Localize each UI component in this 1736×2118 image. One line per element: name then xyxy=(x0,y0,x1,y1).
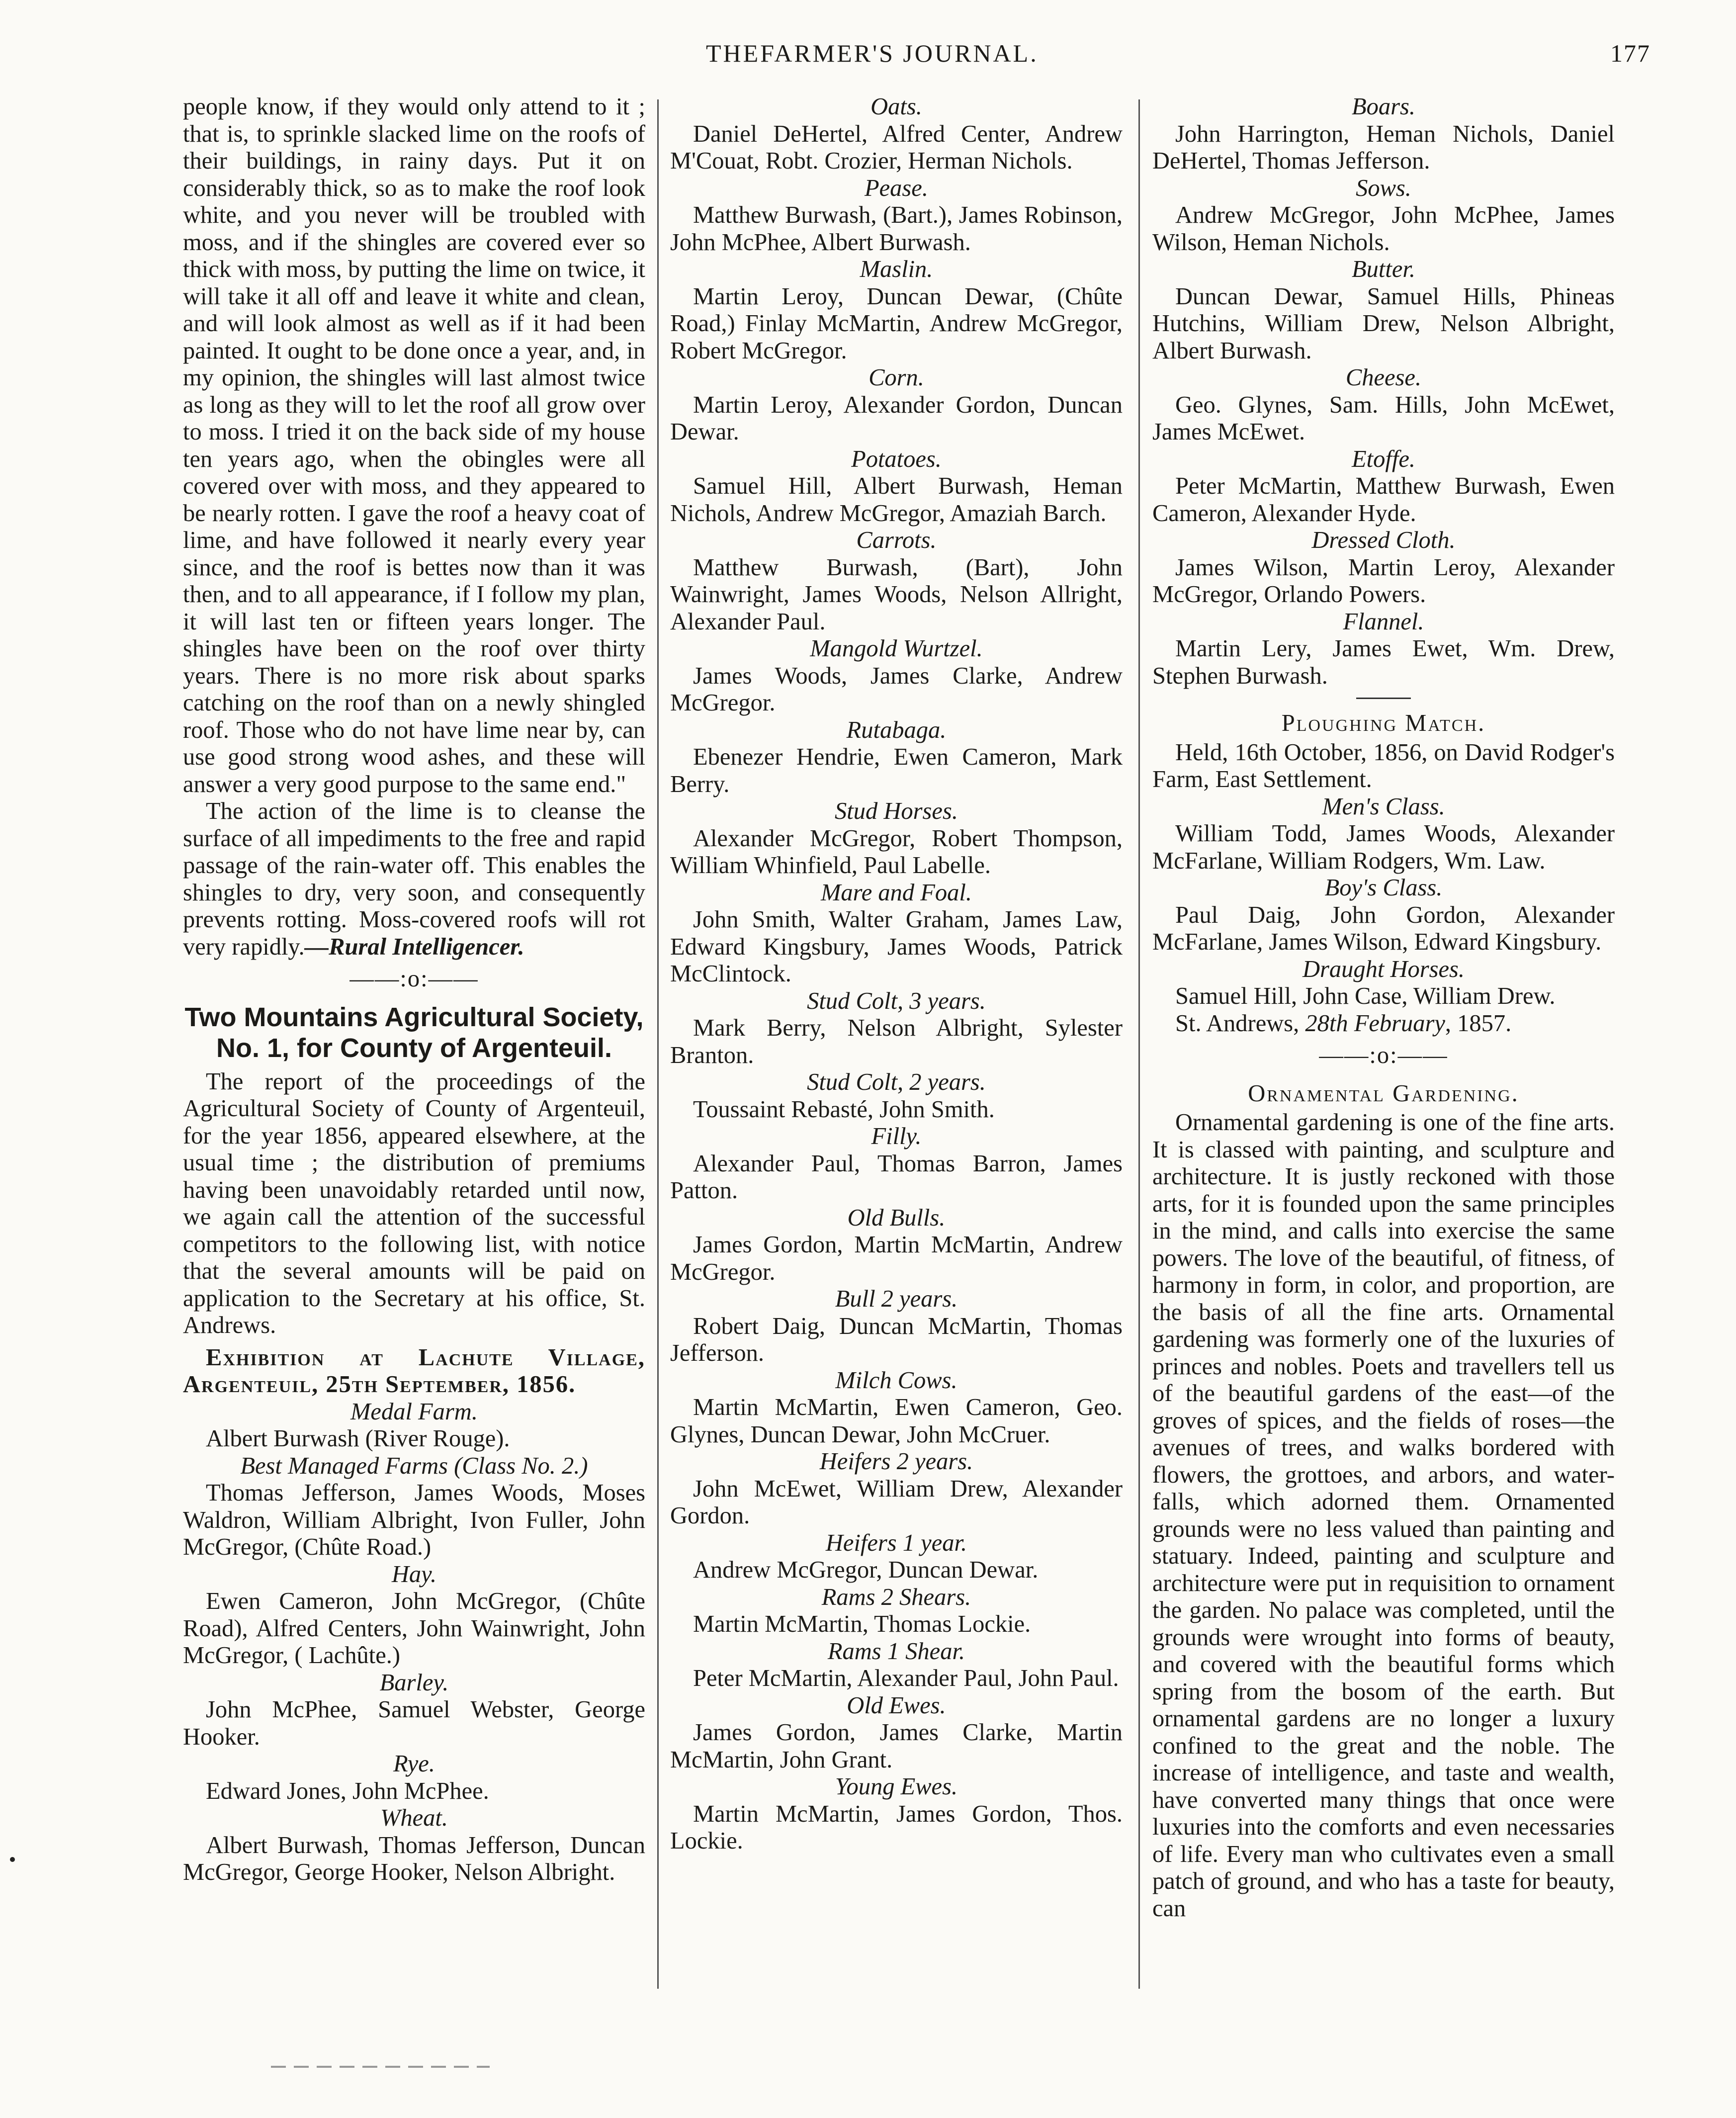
column-rule-right xyxy=(1138,99,1140,1989)
prize-winners: Peter McMartin, Alexander Paul, John Paul. xyxy=(693,1665,1119,1691)
category-heading: Wheat. xyxy=(380,1805,448,1831)
section-separator-right: ——:o:—— xyxy=(1319,1042,1448,1068)
category-heading: Dressed Cloth. xyxy=(1311,527,1456,553)
page-header xyxy=(179,39,1650,79)
prize-winners: Albert Burwash, Thomas Jefferson, Duncan McGregor, George Hooker, Nelson Albright. xyxy=(183,1832,645,1885)
prize-winners: Ebenezer Hendrie, Ewen Cameron, Mark Berry. xyxy=(670,744,1123,797)
section-separator: ——:o:—— xyxy=(349,966,479,992)
category-heading: Men's Class. xyxy=(1322,793,1445,820)
prize-winners: Daniel DeHertel, Alfred Center, Andrew M'Couat, Robt. Crozier, Herman Nichols. xyxy=(670,120,1123,174)
dateline xyxy=(1152,1010,1615,1038)
ornamental-paragraph: Ornamental gardening is one of the fine arts. It is classed with painting, and sculpture and architecture. It is justly reckoned with those arts, for it is founded upon the same principles in the mind, and calls into exercise the same powers. The love of the beautiful, of fitness, of harmony in form, in color, and proportion, are the basis of all the fine arts. Ornamental gardening was formerly one of the luxuries of princes and nobles. Poets and travellers tell us of the beautiful gardens of the east—of the groves of spices, and the fields of roses—the avenues of trees, and walks bordered with flowers, the grottoes, and arbors, and water-falls, which adorned them. Ornamented grounds were no less valued than painting and statuary. Indeed, painting and sculpture and architecture were put in requisition to ornament the garden. No palace was completed, until the grounds were wrought into forms of beauty, and covered with the beautiful forms which spring from the bosom of the earth. But ornamental gardens are no longer a luxury confined to the great and the noble. The increase of intelligence, and taste and wealth, have converted many things that once were luxuries into the comforts and even necessaries of life. Every man who cultivates even a small patch of ground, and who has a taste for beauty, can xyxy=(1152,1109,1615,1922)
category-heading: Boars. xyxy=(1352,93,1415,120)
prize-winners: Peter McMartin, Matthew Burwash, Ewen Cameron, Alexander Hyde. xyxy=(1152,473,1615,527)
category-heading: Milch Cows. xyxy=(835,1367,957,1394)
ornamental-heading: Ornamental Gardening. xyxy=(1248,1080,1519,1107)
prize-winners: James Gordon, Martin McMartin, Andrew McGregor. xyxy=(670,1232,1123,1285)
prize-winners: Martin Leroy, Alexander Gordon, Duncan Dewar. xyxy=(670,391,1123,445)
journal-title: THEFARMER'S JOURNAL. xyxy=(706,39,1039,67)
lime-action-paragraph xyxy=(183,798,645,961)
category-heading: Pease. xyxy=(865,175,928,201)
short-rule xyxy=(1356,698,1411,699)
prize-winners: Edward Jones, John McPhee. xyxy=(206,1777,489,1804)
prize-winners: Samuel Hill, John Case, William Drew. xyxy=(1175,983,1556,1009)
column-left xyxy=(183,93,645,1886)
prize-winners: John Harrington, Heman Nichols, Daniel DeHertel, Thomas Jefferson. xyxy=(1152,120,1615,174)
prize-winners: John McPhee, Samuel Webster, George Hooker. xyxy=(183,1696,645,1750)
category-heading: Heifers 1 year. xyxy=(825,1529,967,1556)
category-heading: Barley. xyxy=(379,1669,449,1696)
ploughing-list xyxy=(1152,794,1615,1010)
ink-speck xyxy=(10,1857,15,1862)
dateline-year: , 1857. xyxy=(1445,1010,1512,1037)
prize-winners: James Gordon, James Clarke, Martin McMartin, John Grant. xyxy=(670,1719,1123,1773)
category-heading: Young Ewes. xyxy=(835,1773,958,1800)
page-number: 177 xyxy=(1610,39,1650,67)
category-heading: Cheese. xyxy=(1345,364,1422,391)
category-heading: Filly. xyxy=(871,1123,922,1149)
prize-winners: Alexander McGregor, Robert Thompson, William Whinfield, Paul Labelle. xyxy=(670,825,1123,879)
category-heading: Butter. xyxy=(1352,256,1415,282)
prize-winners: Robert Daig, Duncan McMartin, Thomas Jefferson. xyxy=(670,1313,1123,1366)
category-heading: Etoffe. xyxy=(1352,445,1415,472)
prize-winners: Albert Burwash (River Rouge). xyxy=(206,1425,510,1452)
lime-action-text: The action of the lime is to cleanse the surface of all impediments to the free and rapid passage of the rain-water off. This enables the shingles to dry, very soon, and consequently prevents rotting. Moss-covered roofs will rot very rapidly. xyxy=(183,798,645,960)
category-heading: Potatoes. xyxy=(851,445,942,472)
prize-winners: Martin McMartin, Ewen Cameron, Geo. Glynes, Duncan Dewar, John McCruer. xyxy=(670,1394,1123,1448)
category-heading: Carrots. xyxy=(856,527,937,553)
prize-winners: Martin Lery, James Ewet, Wm. Drew, Stephen Burwash. xyxy=(1152,635,1615,689)
category-heading: Stud Colt, 3 years. xyxy=(807,987,986,1014)
prize-winners: Martin McMartin, James Gordon, Thos. Lockie. xyxy=(670,1800,1123,1854)
category-heading: Medal Farm. xyxy=(350,1398,478,1425)
category-heading: Corn. xyxy=(868,364,924,391)
society-heading: Two Mountains Agricultural Society, No. 1, for County of Argenteuil. xyxy=(184,1002,644,1063)
category-heading: Draught Horses. xyxy=(1302,956,1465,982)
category-heading: Stud Colt, 2 years. xyxy=(807,1069,986,1095)
category-heading: Stud Horses. xyxy=(835,798,958,824)
prize-winners: Duncan Dewar, Samuel Hills, Phineas Hutchins, William Drew, Nelson Albright, Albert Burwash. xyxy=(1152,283,1615,364)
prize-winners: James Wilson, Martin Leroy, Alexander McGregor, Orlando Powers. xyxy=(1152,554,1615,608)
prize-winners: Thomas Jefferson, James Woods, Moses Waldron, William Albright, Ivon Fuller, John McGregor, (Chûte Road.) xyxy=(183,1480,645,1560)
category-heading: Sows. xyxy=(1356,175,1411,201)
category-heading: Heifers 2 years. xyxy=(819,1448,973,1475)
society-report-paragraph: The report of the proceedings of the Agricultural Society of County of Argenteuil, for the year 1856, appeared elsewhere, at the usual time ; the distribution of premiums having been unavoidably retarded until now, we again call the attention of the successful competitors to the following list, with notice that the several amounts will be paid on application to the Secretary at his office, St. Andrews. xyxy=(183,1068,645,1338)
category-heading: Flannel. xyxy=(1343,608,1424,635)
source-credit: —Rural Intelligencer. xyxy=(304,933,524,960)
category-heading: Maslin. xyxy=(860,256,933,282)
column-rule-left xyxy=(657,99,659,1989)
prize-list-col1 xyxy=(183,1399,645,1886)
category-heading: Old Bulls. xyxy=(847,1204,946,1231)
category-heading: Rams 1 Shear. xyxy=(827,1638,965,1665)
prize-winners: Andrew McGregor, Duncan Dewar. xyxy=(693,1557,1039,1583)
category-heading: Mare and Foal. xyxy=(821,879,972,906)
exhibition-heading: Exhibition at Lachute Village, Argenteuil, 25th September, 1856. xyxy=(183,1344,645,1398)
dateline-prefix: St. Andrews, xyxy=(1175,1010,1305,1037)
ploughing-intro: Held, 16th October, 1856, on David Rodger's Farm, East Settlement. xyxy=(1152,739,1615,793)
category-heading: Rams 2 Shears. xyxy=(821,1584,971,1610)
prize-winners: Mark Berry, Nelson Albright, Sylester Branton. xyxy=(670,1015,1123,1068)
prize-winners: John Smith, Walter Graham, James Law, Edward Kingsbury, James Woods, Patrick McClintock. xyxy=(670,906,1123,987)
category-heading: Rutabaga. xyxy=(846,716,947,743)
category-heading: Mangold Wurtzel. xyxy=(810,635,983,662)
prize-winners: Matthew Burwash, (Bart), John Wainwright, James Woods, Nelson Allright, Alexander Paul. xyxy=(670,554,1123,635)
category-heading: Hay. xyxy=(391,1561,437,1588)
column-right xyxy=(1152,93,1615,1922)
prize-winners: James Woods, James Clarke, Andrew McGregor. xyxy=(670,662,1123,716)
prize-winners: Ewen Cameron, John McGregor, (Chûte Road), Alfred Centers, John Wainwright, John McGregor, ( Lachûte.) xyxy=(183,1588,645,1669)
prize-winners: Martin Leroy, Duncan Dewar, (Chûte Road,) Finlay McMartin, Andrew McGregor, Robert McGregor. xyxy=(670,283,1123,364)
prize-winners: Geo. Glynes, Sam. Hills, John McEwet, James McEwet. xyxy=(1152,391,1615,445)
prize-winners: Martin McMartin, Thomas Lockie. xyxy=(693,1611,1031,1637)
ploughing-heading: Ploughing Match. xyxy=(1281,710,1486,736)
prize-winners: William Todd, James Woods, Alexander McFarlane, William Rodgers, Wm. Law. xyxy=(1152,820,1615,874)
prize-winners: Matthew Burwash, (Bart.), James Robinson, John McPhee, Albert Burwash. xyxy=(670,202,1123,256)
scan-artifact xyxy=(271,2066,490,2068)
prize-list-col3 xyxy=(1152,93,1615,690)
category-heading: Old Ewes. xyxy=(847,1692,946,1719)
lime-roof-paragraph: people know, if they would only attend to it ; that is, to sprinkle slacked lime on the roofs of their buildings, in rainy days. Put it on considerably thick, so as to make the roof look white, and you never will be troubled with moss, and if the shingles are covered ever so thick with moss, by putting the lime on twice, it will take it all off and leave it white and clean, and will look almost as well as if it had been painted. It ought to be done once a year, and, in my opinion, the shingles will last almost twice as long as they will to let the roof all grow over to moss. I tried it on the back side of my house ten years ago, when the obingles were all covered over with moss, and they appeared to be nearly rotten. I gave the roof a heavy coat of lime, and have followed it nearly every year since, and the roof is bettes now than it was then, and to all appearance, if I follow my plan, it will last ten or fifteen years longer. The shingles have been on the roof over thirty years. There is no more risk about sparks catching on the roof than on a newly shingled roof. Those who do not have lime near by, can use good strong wood ashes, and these will answer a very good purpose to the same end." xyxy=(183,93,645,797)
category-heading: Boy's Class. xyxy=(1324,875,1443,901)
dateline-date: 28th February xyxy=(1305,1010,1445,1037)
category-heading: Best Managed Farms (Class No. 2.) xyxy=(240,1452,588,1479)
prize-list-col2 xyxy=(670,93,1123,1855)
category-heading: Bull 2 years. xyxy=(835,1286,958,1312)
category-heading: Oats. xyxy=(870,93,922,120)
prize-winners: Alexander Paul, Thomas Barron, James Patton. xyxy=(670,1150,1123,1204)
prize-winners: Samuel Hill, Albert Burwash, Heman Nichols, Andrew McGregor, Amaziah Barch. xyxy=(670,473,1123,527)
category-heading: Rye. xyxy=(393,1751,435,1777)
prize-winners: Andrew McGregor, John McPhee, James Wilson, Heman Nichols. xyxy=(1152,202,1615,256)
column-middle xyxy=(670,93,1123,1855)
prize-winners: Paul Daig, John Gordon, Alexander McFarlane, James Wilson, Edward Kingsbury. xyxy=(1152,901,1615,955)
prize-winners: John McEwet, William Drew, Alexander Gordon. xyxy=(670,1475,1123,1529)
prize-winners: Toussaint Rebasté, John Smith. xyxy=(693,1096,995,1123)
